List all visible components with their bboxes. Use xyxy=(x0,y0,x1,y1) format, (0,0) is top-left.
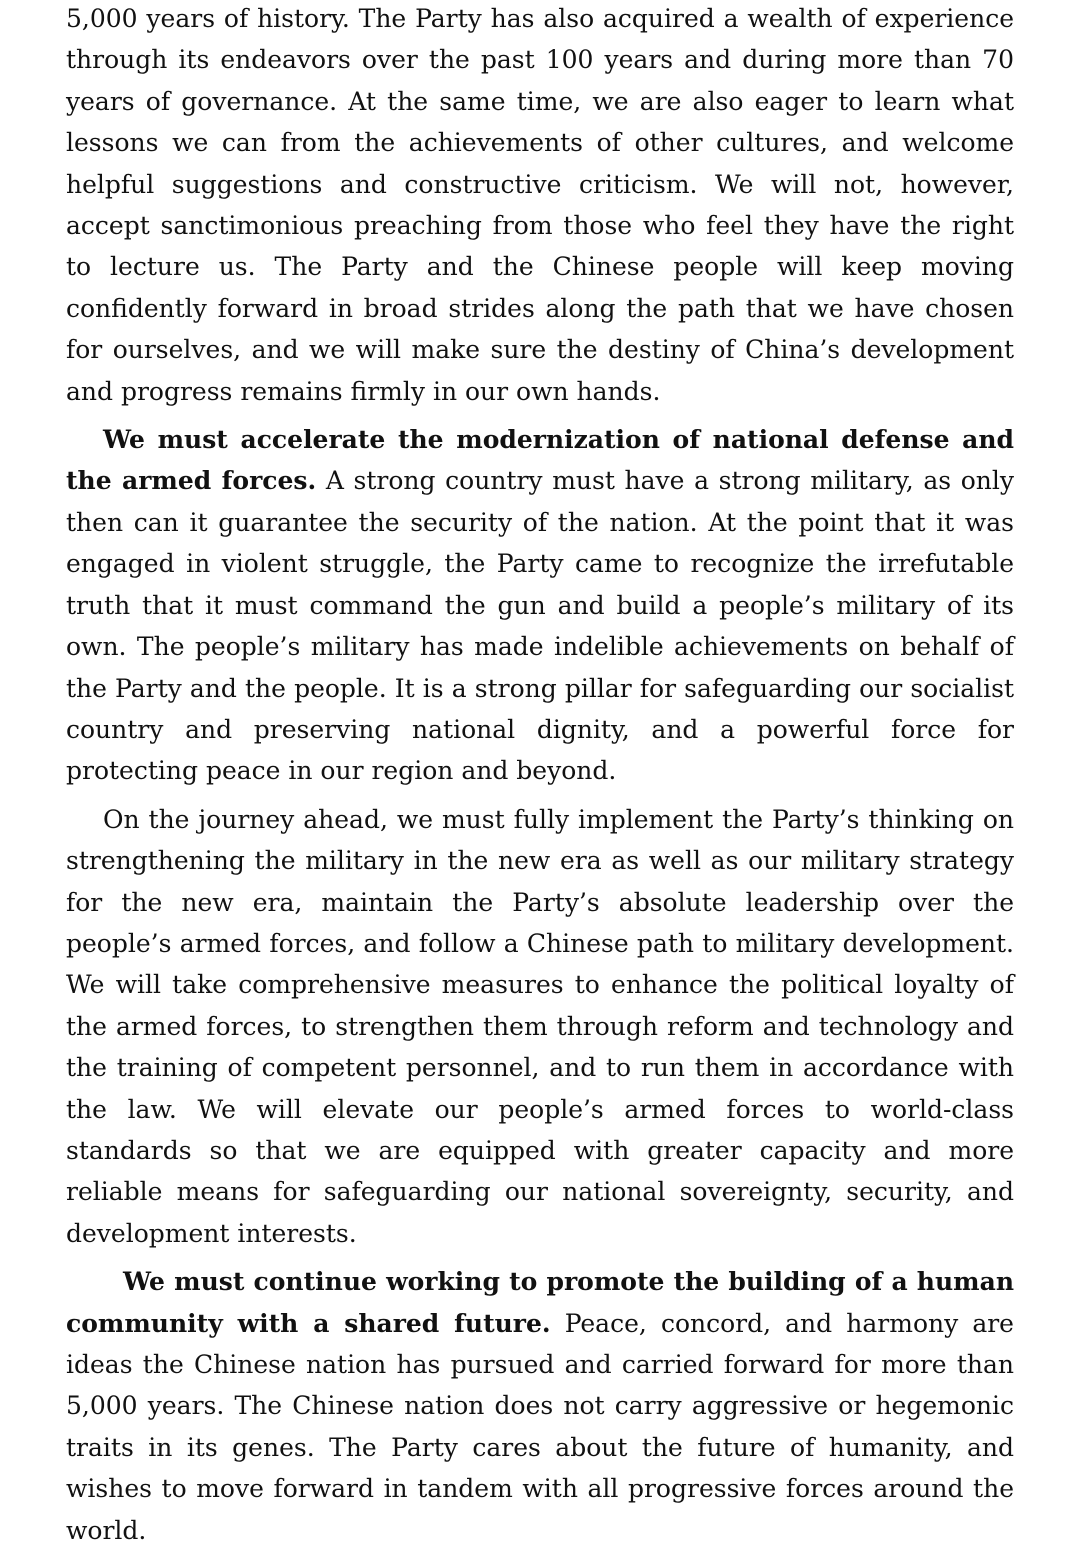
paragraph-journey-ahead xyxy=(66,799,1014,1254)
paragraph-national-defense xyxy=(66,419,1014,792)
document-page xyxy=(66,0,1014,1551)
paragraph-body: A strong country must have a strong military, as only then can it guarantee the security of the nation. At the point that it was engaged in violent struggle, the Party came to recognize the irrefutable truth that it must command the gun and build a people’s military of its own. The people’s military has made indelible achievements on behalf of the Party and the people. It is a strong pillar for safeguarding our socialist country and preserving national dignity, and a powerful force for protecting peace in our region and beyond. xyxy=(66,466,1014,786)
paragraph-body: On the journey ahead, we must fully implement the Party’s thinking on strengthening the military in the new era as well as our military strategy for the new era, maintain the Party’s absolute leadership over the people’s armed forces, and follow a Chinese path to military development. We will take comprehensive measures to enhance the political loyalty of the armed forces, to strengthen them through reform and technology and the training of competent personnel, and to run them in accordance with the law. We will elevate our people’s armed forces to world-class standards so that we are equipped with greater capacity and more reliable means for safeguarding our national sovereignty, security, and development interests. xyxy=(66,804,1014,1248)
paragraph-lead-heading: We must accelerate the modernization of national defense and the armed forces. xyxy=(66,425,1014,496)
paragraph-shared-future xyxy=(66,1261,1014,1551)
paragraph-body: 5,000 years of history. The Party has also acquired a wealth of experience through its endeavors over the past 100 years and during more than 70 years of governance. At the same time, we are also eager to learn what lessons we can from the achievements of other cultures, and welcome helpful suggestions and constructive criticism. We will not, however, accept sanctimonious preaching from those who feel they have the right to lecture us. The Party and the Chinese people will keep moving confidently forward in broad strides along the path that we have chosen for ourselves, and we will make sure the destiny of China’s development and progress remains firmly in our own hands. xyxy=(66,4,1014,406)
paragraph-body: Peace, concord, and harmony are ideas the Chinese nation has pursued and carried forward for more than 5,000 years. The Chinese nation does not carry aggressive or hegemonic traits in its genes. The Party cares about the future of humanity, and wishes to move forward in tandem with all progressive forces around the world. xyxy=(66,1308,1014,1545)
paragraph-lead-heading: We must continue working to promote the building of a human community with a shared future. xyxy=(66,1267,1014,1338)
paragraph-history-experience xyxy=(66,0,1014,412)
